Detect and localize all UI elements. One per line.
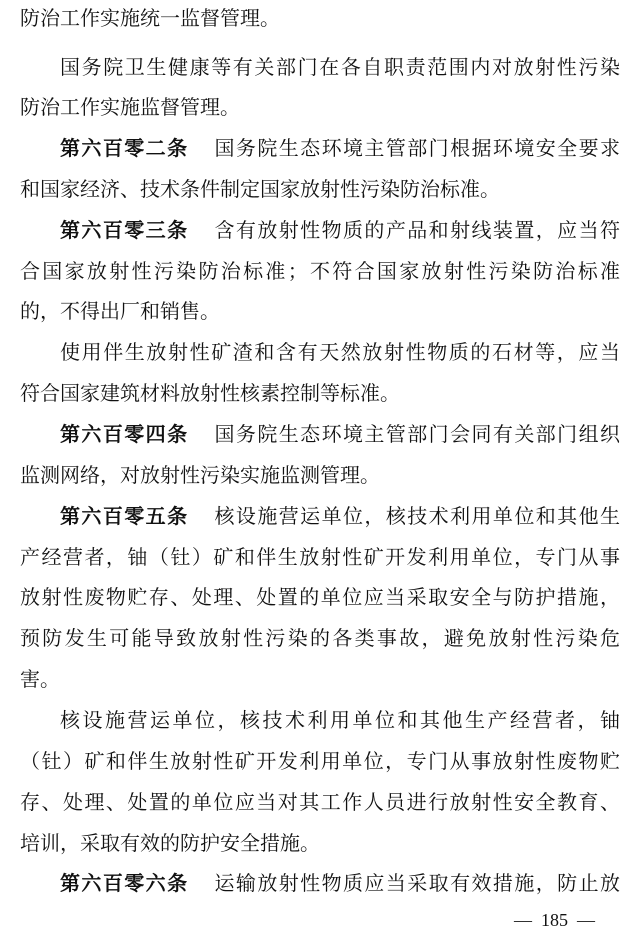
article-603-heading: 第六百零三条 (60, 218, 189, 242)
article-606-line (60, 871, 620, 899)
text-line: 预防发生可能导致放射性污染的各类事故，避免放射性污染危 (20, 626, 620, 650)
text-line: 防治工作实施监督管理。 (20, 95, 240, 119)
text-run: 运输放射性物质应当采取有效措施，防止放 (214, 871, 620, 895)
text-line: 合国家放射性污染防治标准；不符合国家放射性污染防治标准 (20, 259, 620, 283)
article-602-heading: 第六百零二条 (60, 136, 189, 160)
text-line: 培训，采取有效的防护安全措施。 (20, 831, 320, 855)
text-line: 符合国家建筑材料放射性核素控制等标准。 (20, 381, 400, 405)
article-605-line (60, 504, 620, 532)
text-line: 核设施营运单位，核技术利用单位和其他生产经营者，铀 (60, 708, 620, 732)
text-run: 国务院生态环境主管部门会同有关部门组织 (214, 422, 620, 446)
text-run: 含有放射性物质的产品和射线装置，应当符 (214, 218, 620, 242)
text-line: 害。 (20, 667, 60, 691)
text-line: 使用伴生放射性矿渣和含有天然放射性物质的石材等，应当 (60, 340, 620, 364)
text-line: 放射性废物贮存、处理、处置的单位应当采取安全与防护措施， (20, 585, 620, 609)
article-602-line (60, 136, 620, 164)
article-605-heading: 第六百零五条 (60, 504, 189, 528)
text-line: 存、处理、处置的单位应当对其工作人员进行放射性安全教育、 (20, 790, 620, 814)
text-line: 监测网络，对放射性污染实施监测管理。 (20, 463, 380, 487)
text-run: 国务院生态环境主管部门根据环境安全要求 (214, 136, 620, 160)
article-606-heading: 第六百零六条 (60, 871, 189, 895)
article-603-line (60, 218, 620, 246)
text-line: （钍）矿和伴生放射性矿开发利用单位，专门从事放射性废物贮 (20, 749, 620, 773)
text-line: 的，不得出厂和销售。 (20, 299, 220, 323)
text-line: 防治工作实施统一监督管理。 (20, 6, 280, 30)
article-604-line (60, 422, 620, 450)
article-604-heading: 第六百零四条 (60, 422, 189, 446)
text-line: 产经营者，铀（钍）矿和伴生放射性矿开发利用单位，专门从事 (20, 545, 620, 569)
text-run: 核设施营运单位，核技术利用单位和其他生 (214, 504, 620, 528)
footer-dash-right: — (577, 910, 595, 930)
footer-dash-left: — (514, 910, 532, 930)
page-footer (514, 908, 595, 932)
text-line: 和国家经济、技术条件制定国家放射性污染防治标准。 (20, 177, 500, 201)
page-number: 185 (541, 910, 568, 930)
text-line: 国务院卫生健康等有关部门在各自职责范围内对放射性污染 (60, 55, 620, 79)
